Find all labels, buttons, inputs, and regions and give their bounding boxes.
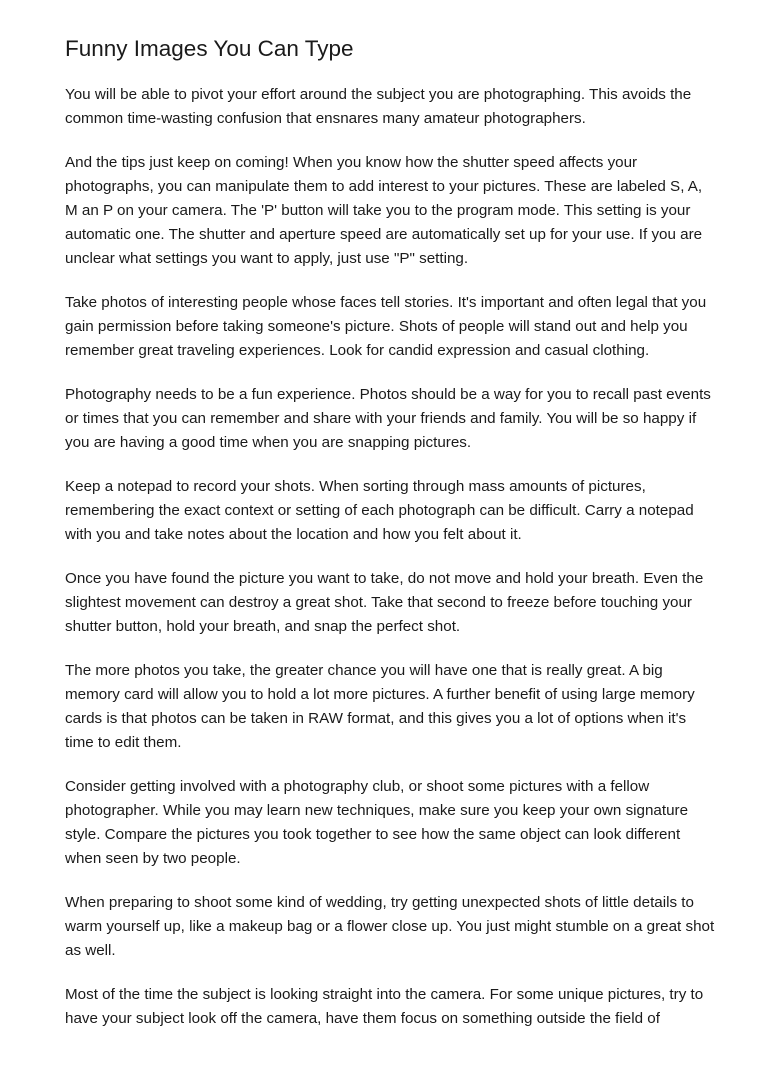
paragraph: Once you have found the picture you want to take, do not move and hold your breath. Even the slightest movement can destroy a great shot. Take that second to freeze before touching your shutter button, hold your breath, and snap the perfect shot. <box>65 570 704 635</box>
page-title: Funny Images You Can Type <box>65 36 354 61</box>
paragraph: Take photos of interesting people whose faces tell stories. It's important and often legal that you gain permission before taking someone's picture. Shots of people will stand out and help you remember great traveling experiences. Look for candid expression and casual clothing. <box>65 294 707 359</box>
paragraph: The more photos you take, the greater chance you will have one that is really great. A big memory card will allow you to hold a lot more pictures. A further benefit of using large memory cards is that photos can be taken in RAW format, and this gives you a lot of options when it's time to edit them. <box>65 662 695 751</box>
paragraph: Photography needs to be a fun experience. Photos should be a way for you to recall past events or times that you can remember and share with your friends and family. You will be so happy if you are having a good time when you are snapping pictures. <box>65 386 711 451</box>
paragraph: Most of the time the subject is looking straight into the camera. For some unique pictures, try to have your subject look off the camera, have them focus on something outside the field of <box>65 986 704 1027</box>
paragraph: And the tips just keep on coming! When you know how the shutter speed affects your photographs, you can manipulate them to add interest to your pictures. These are labeled S, A, M an P on your camera. The 'P' button will take you to the program mode. This setting is your automatic one. The shutter and aperture speed are automatically set up for your use. If you are unclear what settings you want to apply, just use "P" setting. <box>65 154 703 267</box>
document-page <box>65 34 715 1051</box>
paragraph: You will be able to pivot your effort around the subject you are photographing. This avoids the common time-wasting confusion that ensnares many amateur photographers. <box>65 86 692 127</box>
paragraph: Keep a notepad to record your shots. When sorting through mass amounts of pictures, remembering the exact context or setting of each photograph can be difficult. Carry a notepad with you and take notes about the location and how you felt about it. <box>65 478 694 543</box>
paragraph: When preparing to shoot some kind of wedding, try getting unexpected shots of little details to warm yourself up, like a makeup bag or a flower close up. You just might stumble on a great shot as well. <box>65 894 715 959</box>
paragraph: Consider getting involved with a photography club, or shoot some pictures with a fellow photographer. While you may learn new techniques, make sure you keep your own signature style. Compare the pictures you took together to see how the same object can look different when seen by two people. <box>65 778 689 867</box>
